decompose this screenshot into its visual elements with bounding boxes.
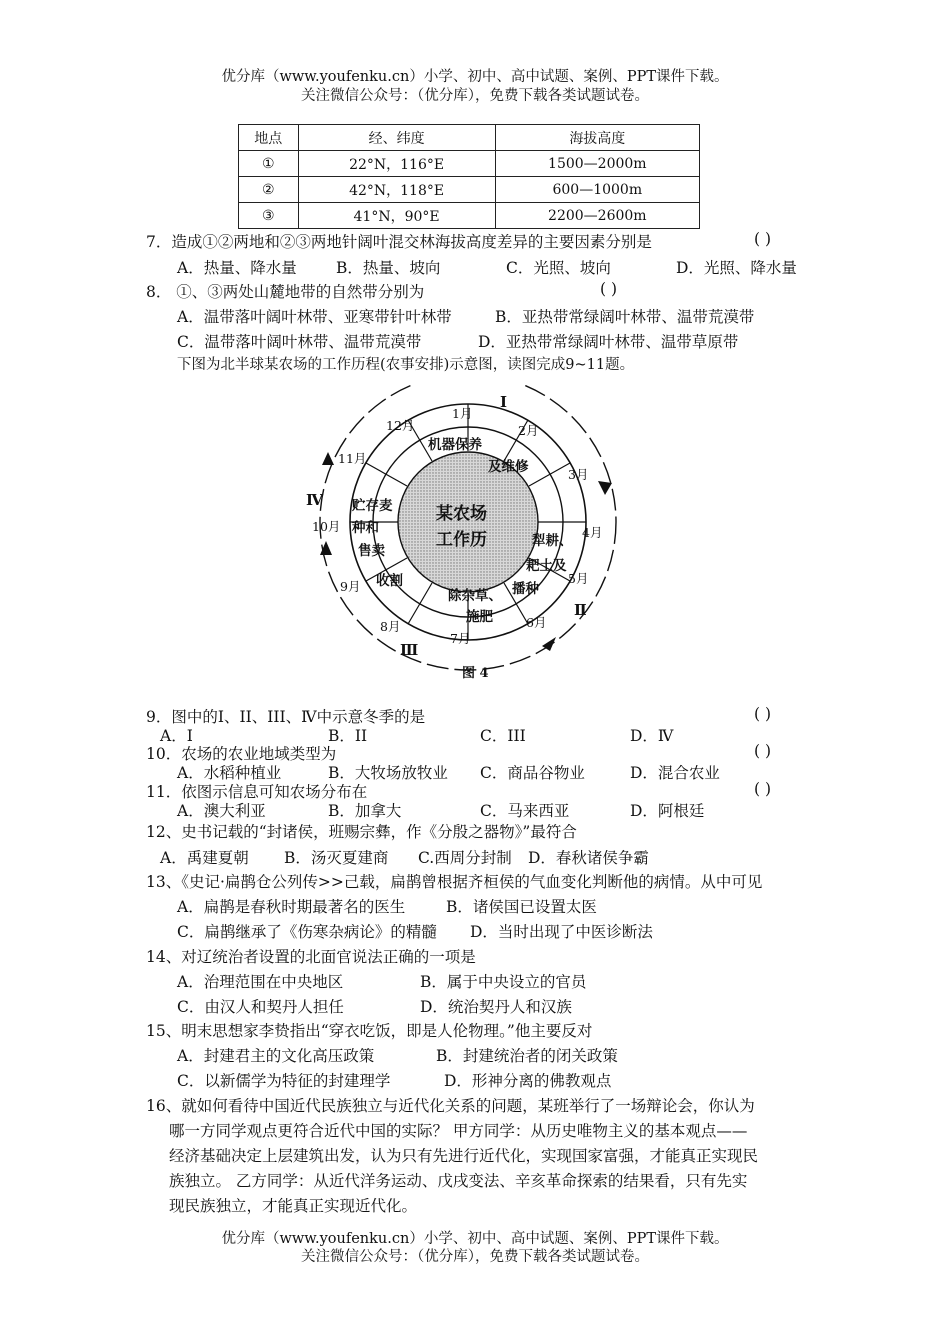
table-cell: ②	[239, 177, 299, 203]
q8-stem: 8． ①、③两处山麓地带的自然带分别为	[146, 283, 425, 301]
q14-option-d: D．统治契丹人和汉族	[420, 998, 572, 1016]
q12-option-d: D．春秋诸侯争霸	[528, 849, 649, 867]
q9-option-b: B．II	[328, 727, 368, 745]
table-cell: 41°N，90°E	[298, 203, 495, 229]
season-label: Ⅳ	[306, 491, 324, 509]
task-label: 犁耕、	[532, 533, 573, 549]
q10-stem: 10．农场的农业地域类型为	[146, 745, 337, 763]
table-cell: 2200—2600m	[495, 203, 699, 229]
q9-option-c: C．III	[480, 727, 526, 745]
q15-option-d: D．形神分离的佛教观点	[444, 1072, 612, 1090]
month-label: 6月	[526, 615, 547, 630]
q13-stem: 13、《史记·扁鹊仓公列传>>己载，扁鹊曾根据齐桓侯的气血变化判断他的病情。从中可见	[146, 873, 763, 891]
month-label: 11月	[338, 451, 367, 466]
q9-answer-paren: ( )	[754, 705, 772, 723]
footer-line-2: 关注微信公众号：（优分库），免费下载各类试题试卷。	[301, 1249, 649, 1265]
q8-option-b: B．亚热带常绿阔叶林带、温带荒漠带	[495, 308, 755, 326]
q13-option-d: D．当时出现了中医诊断法	[470, 923, 653, 941]
q13-option-a: A．扁鹊是春秋时期最著名的医生	[177, 898, 406, 916]
table-header-cell: 经、纬度	[298, 125, 495, 151]
table-header-cell: 地点	[239, 125, 299, 151]
q15-option-a: A．封建君主的文化高压政策	[177, 1047, 375, 1065]
table-cell: 600—1000m	[495, 177, 699, 203]
q11-option-d: D．阿根廷	[630, 802, 705, 820]
season-label: Ⅱ	[574, 601, 587, 619]
q16-line: 16、就如何看待中国近代民族独立与近代化关系的问题，某班举行了一场辩论会，你认为	[146, 1097, 755, 1115]
q12-option-a: A．禹建夏朝	[160, 849, 249, 867]
month-label: 7月	[450, 631, 471, 646]
q15-option-b: B．封建统治者的闭关政策	[436, 1047, 618, 1065]
month-label: 1月	[452, 406, 473, 421]
footer-line-1: 优分库（www.youfenku.cn）小学、初中、高中试题、案例、PPT课件下载。	[221, 1231, 729, 1247]
q8-answer-paren: ( )	[600, 280, 618, 298]
table-cell: 1500—2000m	[495, 151, 699, 177]
q16-line: 现民族独立，才能真正实现近代化。	[169, 1197, 418, 1215]
q16-line: 族独立。 乙方同学：从近代洋务运动、戊戌变法、辛亥革命探索的结果看，只有先实	[169, 1172, 748, 1190]
table-cell: ③	[239, 203, 299, 229]
q16-line: 经济基础决定上层建筑出发，认为只有先进行近代化，实现国家富强，才能真正实现民	[169, 1147, 759, 1165]
q9-stem: 9．图中的I、II、III、Ⅳ中示意冬季的是	[146, 708, 426, 726]
q7-stem: 7．造成①②两地和②③两地针阔叶混交林海拔高度差异的主要因素分别是	[146, 233, 652, 251]
q11-stem: 11．依图示信息可知农场分布在	[146, 783, 368, 801]
q13-option-b: B．诸侯国已设置太医	[446, 898, 597, 916]
q15-option-c: C．以新儒学为特征的封建理学	[177, 1072, 391, 1090]
q8-option-a: A．温带落叶阔叶林带、亚寒带针叶林带	[177, 308, 452, 326]
q12-option-b: B．汤灭夏建商	[284, 849, 389, 867]
q13-option-c: C．扁鹊继承了《伤寒杂病论》的精髓	[177, 923, 437, 941]
q11-option-c: C．马来西亚	[480, 802, 570, 820]
season-label: Ⅰ	[500, 393, 508, 411]
task-label: 及维修	[488, 459, 529, 475]
q8-option-c: C．温带落叶阔叶林带、温带荒漠带	[177, 333, 422, 351]
task-label: 除杂草、	[448, 588, 502, 604]
month-label: 5月	[568, 571, 589, 586]
location-table	[238, 124, 700, 229]
q14-option-b: B．属于中央设立的官员	[420, 973, 587, 991]
q8-option-d: D．亚热带常绿阔叶林带、温带草原带	[478, 333, 739, 351]
q7-option-a: A．热量、降水量	[177, 259, 297, 277]
table-cell: ①	[239, 151, 299, 177]
table-row	[239, 177, 700, 203]
month-label: 3月	[568, 467, 589, 482]
month-label: 8月	[380, 619, 401, 634]
month-label: 12月	[386, 418, 415, 433]
figure-intro: 下图为北半球某农场的工作历程(农事安排)示意图，读图完成9~11题。	[177, 357, 635, 373]
table-cell: 42°N，118°E	[298, 177, 495, 203]
header-line-1: 优分库（www.youfenku.cn）小学、初中、高中试题、案例、PPT课件下载。	[221, 69, 729, 85]
q10-answer-paren: ( )	[754, 742, 772, 760]
figure-caption: 图 4	[462, 666, 489, 681]
month-label: 2月	[518, 423, 539, 438]
q11-option-a: A．澳大利亚	[177, 802, 266, 820]
q9-option-d: D．Ⅳ	[630, 727, 674, 745]
table-header-row	[239, 125, 700, 151]
table-row	[239, 151, 700, 177]
q11-answer-paren: ( )	[754, 780, 772, 798]
q14-option-c: C．由汉人和契丹人担任	[177, 998, 344, 1016]
q16-line: 哪一方同学观点更符合近代中国的实际？ 甲方同学：从历史唯物主义的基本观点——	[169, 1122, 748, 1140]
task-label: 贮存麦	[352, 498, 393, 514]
q14-option-a: A．治理范围在中央地区	[177, 973, 344, 991]
task-label: 播种	[512, 581, 539, 597]
task-label: 耙土及	[526, 558, 567, 574]
task-label: 施肥	[466, 609, 493, 625]
task-label: 售卖	[358, 543, 385, 559]
season-label: Ⅲ	[400, 641, 419, 659]
farm-calendar-figure	[300, 385, 640, 685]
q7-answer-paren: ( )	[754, 230, 772, 248]
header-line-2: 关注微信公众号：（优分库），免费下载各类试题试卷。	[301, 88, 649, 104]
task-label: 收割	[376, 573, 403, 589]
month-label: 4月	[582, 525, 603, 540]
q14-stem: 14、对辽统治者设置的北面官说法正确的一项是	[146, 948, 476, 966]
table-row	[239, 203, 700, 229]
table-cell: 22°N，116°E	[298, 151, 495, 177]
q9-option-a: A．I	[160, 727, 193, 745]
q10-option-b: B．大牧场放牧业	[328, 764, 448, 782]
figure-center-title: 某农场	[436, 504, 487, 524]
table-header-cell: 海拔高度	[495, 125, 699, 151]
q7-option-b: B．热量、坡向	[336, 259, 441, 277]
q10-option-a: A．水稻种植业	[177, 764, 282, 782]
q15-stem: 15、明末思想家李贽指出“穿衣吃饭，即是人伦物理。”他主要反对	[146, 1022, 593, 1040]
month-label: 10月	[312, 519, 341, 534]
figure-center-title: 工作历	[436, 530, 487, 550]
q11-option-b: B．加拿大	[328, 802, 402, 820]
q10-option-c: C．商品谷物业	[480, 764, 585, 782]
month-label: 9月	[340, 579, 361, 594]
q10-option-d: D．混合农业	[630, 764, 720, 782]
q7-option-d: D．光照、降水量	[676, 259, 797, 277]
task-label: 种和	[352, 520, 379, 536]
q12-stem: 12、史书记载的“封诸侯，班赐宗彝，作《分殷之器物》”最符合	[146, 823, 577, 841]
q12-option-c: C.西周分封制	[418, 849, 512, 867]
task-label: 机器保养	[428, 437, 482, 453]
q7-option-c: C．光照、坡向	[506, 259, 611, 277]
